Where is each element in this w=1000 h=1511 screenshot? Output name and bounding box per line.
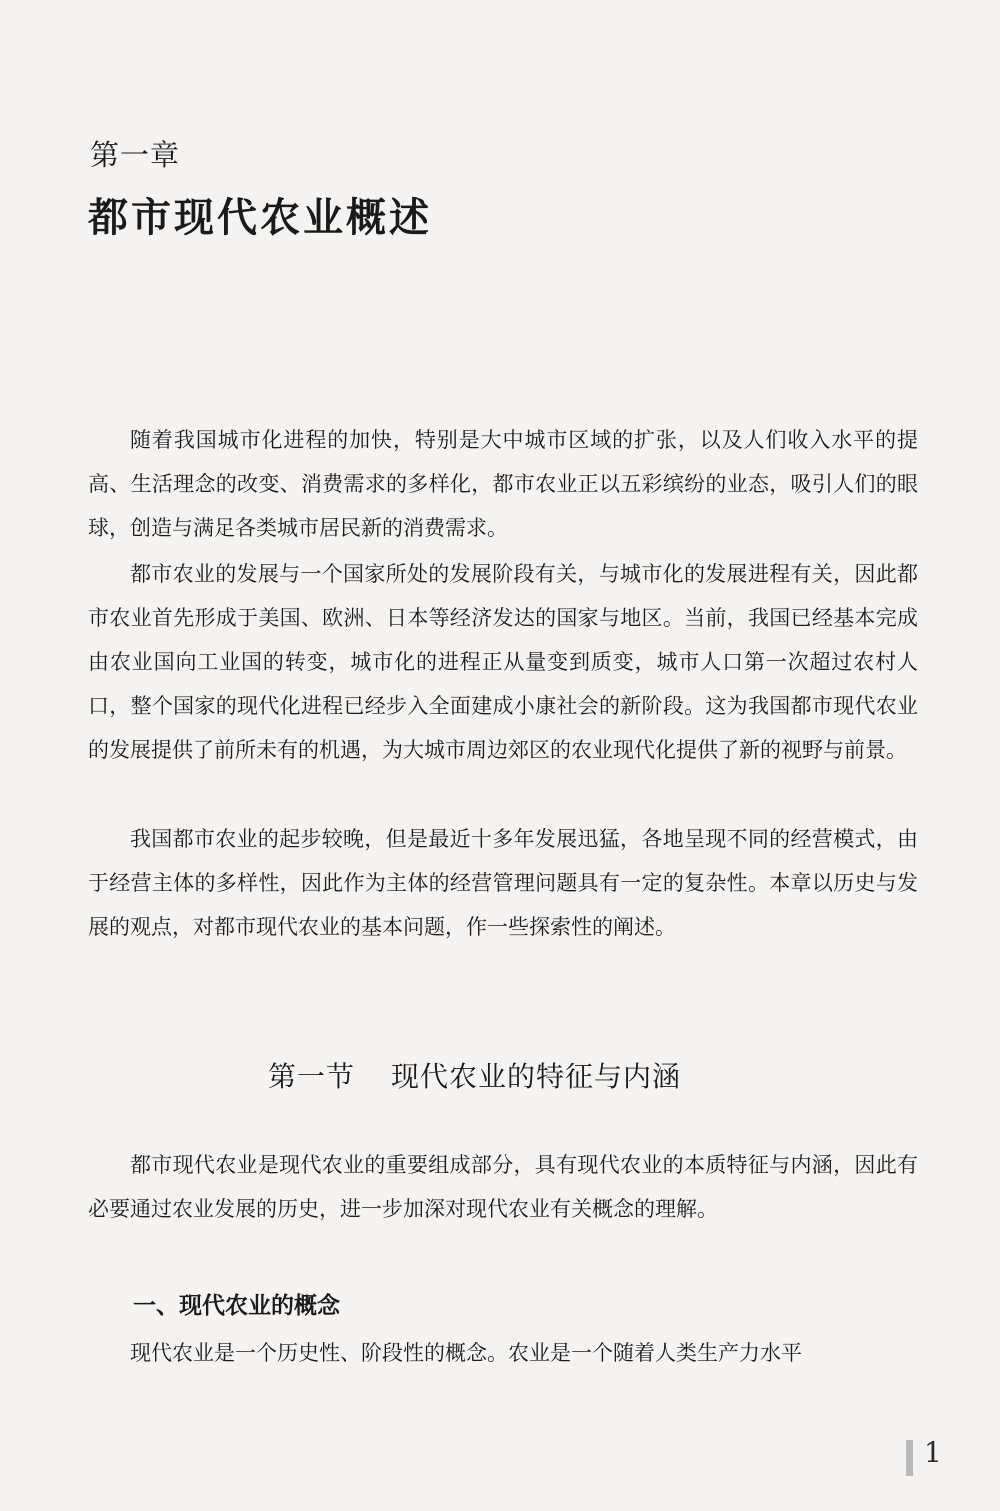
section-title: 现代农业的特征与内涵 [391, 1060, 682, 1093]
chapter-label: 第一章 [90, 138, 181, 172]
intro-paragraph-1: 随着我国城市化进程的加快，特别是大中城市区域的扩张，以及人们收入水平的提高、生活理念的改变、消费需求的多样化，都市农业正以五彩缤纷的业态，吸引人们的眼球，创造与满足各类城市居民新的消费需求。 [88, 428, 918, 540]
section-heading [268, 1055, 681, 1095]
page-number: 1 [924, 1436, 942, 1469]
section-number: 第一节 [268, 1060, 356, 1093]
subsection-paragraph: 现代农业是一个历史性、阶段性的概念。农业是一个随着人类生产力水平 [130, 1341, 802, 1365]
chapter-title: 都市现代农业概述 [88, 195, 432, 241]
subsection-title: 一、现代农业的概念 [133, 1293, 340, 1319]
section-paragraph: 都市现代农业是现代农业的重要组成部分，具有现代农业的本质特征与内涵，因此有必要通过农业发展的历史，进一步加深对现代农业有关概念的理解。 [88, 1153, 918, 1221]
intro-paragraph-2: 都市农业的发展与一个国家所处的发展阶段有关，与城市化的发展进程有关，因此都市农业首先形成于美国、欧洲、日本等经济发达的国家与地区。当前，我国已经基本完成由农业国向工业国的转变，城市化的进程正从量变到质变，城市人口第一次超过农村人口，整个国家的现代化进程已经步入全面建成小康社会的新阶段。这为我国都市现代农业的发展提供了前所未有的机遇，为大城市周边郊区的农业现代化提供了新的视野与前景。 [88, 562, 918, 762]
intro-paragraph-3: 我国都市农业的起步较晚，但是最近十多年发展迅猛，各地呈现不同的经营模式，由于经营主体的多样性，因此作为主体的经营管理问题具有一定的复杂性。本章以历史与发展的观点，对都市现代农业的基本问题，作一些探索性的阐述。 [88, 827, 918, 939]
page-number-bar [906, 1440, 913, 1476]
